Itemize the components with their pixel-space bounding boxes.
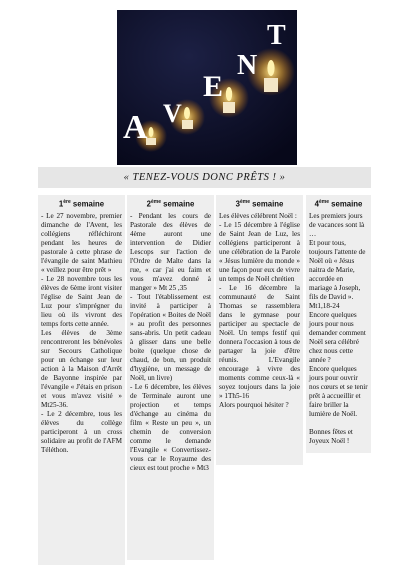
week-3-word: semaine — [252, 199, 284, 209]
week-1-number: 1 — [58, 199, 64, 209]
motto-banner: « TENEZ-VOUS DONC PRÊTS ! » — [38, 167, 371, 188]
week-2-ordinal: ème — [150, 199, 161, 205]
week-4-number: 4 — [314, 199, 319, 209]
week-3-number: 3 — [235, 199, 240, 209]
week-3-heading — [219, 199, 300, 209]
week-3-text: Les élèves célébrent Noël : - Le 15 décembre à l'église de Saint Jean de Luz, les collégiens participeront à une célébration de la Parole « Jésus lumière du monde » une façon pour eux de vivre un temps de Noël chrétien - Le 16 décembre la communauté de Saint Thomas se rassemblera dans le gymnase pour participer au spectacle de Noël. Un temps festif qui donnera l'occasion à tous de partager la joie d'être réunis. L'Evangile encourage à vivre des moments comme ceux-là « soyez toujours dans la joie » 1Th5-16 Alors pourquoi hésiter ? — [219, 211, 300, 409]
week-1-word: semaine — [72, 199, 105, 209]
banner-letter-n: N — [237, 50, 258, 81]
advent-banner-image — [117, 10, 297, 165]
week-2-heading — [130, 199, 211, 209]
week-2-text: - Pendant les cours de Pastorale des élèves de 4ème auront une intervention de Didier Lescops sur l'action de l'Ordre de Malte dans la rue, « car j'ai eu faim et vous m'avez donné à manger » Mt 25 ,35 - Tout l'établissement est invité à participer à l'opération « Boites de Noël » au profit des personnes sans-abris. Un petit cadeau à glisser dans une belle boite (quelque chose de chaud, de bon, un produit d'hygiène, un message de Noël, un livre) - Le 6 décembre, les élèves de Terminale auront une projection et temps d'échange au cinéma du film « Reste un peu », un chemin de conversion comme le demande l'Evangile « Convertissez-vous car le Royaume des cieux est tout proche » Mt3 — [130, 211, 211, 472]
week-1-heading — [41, 199, 122, 209]
week-1-text: - Le 27 novembre, premier dimanche de l'Avent, les collégiens réfléchiront pendant les heures de pastorale à cette phrase de l'évangile de saint Mathieu « veillez pour être prêt » - Le 28 novembre tous les élèves de 6ème iront visiter l'église de Saint Jean de Luz pour s'imprégner du lieu où ils vivront des temps forts cette année. Les élèves de 3ème rencontreront les bénévoles sur Secours Catholique pour un échange sur leur action à la Maison d'Arrêt de Bayonne inspirée par l'évangile « J'étais en prison et vous m'avez visité » Mt25-36. - Le 2 décembre, tous les élèves du collège participeront à un cross solidaire au profit de l'AFM Téléthon. — [41, 211, 122, 454]
banner-letter-t: T — [267, 20, 286, 51]
week-4-text: Les premiers jours de vacances sont là … Et pour tous, toujours l'attente de Noël où « Jésus naitra de Marie, accordée en mariage à Joseph, fils de David ». Mt1,18-24 Encore quelques jours pour nous demander comment Noël sera célébré chez nous cette année ? Encore quelques jours pour ouvrir nos cœurs et se tenir prêt à accueillir et faire briller la lumière de Noël. Bonnes fêtes et Joyeux Noël ! — [309, 211, 368, 445]
week-1-column — [38, 195, 125, 565]
week-2-word: semaine — [163, 199, 195, 209]
week-4-word: semaine — [331, 199, 363, 209]
week-2-number: 2 — [146, 199, 151, 209]
banner-letter-e: E — [203, 70, 224, 103]
week-1-ordinal: ère — [63, 199, 71, 205]
week-4-column — [306, 195, 371, 453]
week-3-ordinal: ème — [239, 199, 250, 205]
advent-candles-illustration — [117, 10, 297, 165]
banner-letter-v: V — [163, 99, 182, 128]
week-4-ordinal: ème — [318, 199, 329, 205]
week-3-column — [216, 195, 303, 465]
banner-letter-a: A — [123, 109, 148, 146]
week-2-column — [127, 195, 214, 560]
week-4-heading — [309, 199, 368, 209]
